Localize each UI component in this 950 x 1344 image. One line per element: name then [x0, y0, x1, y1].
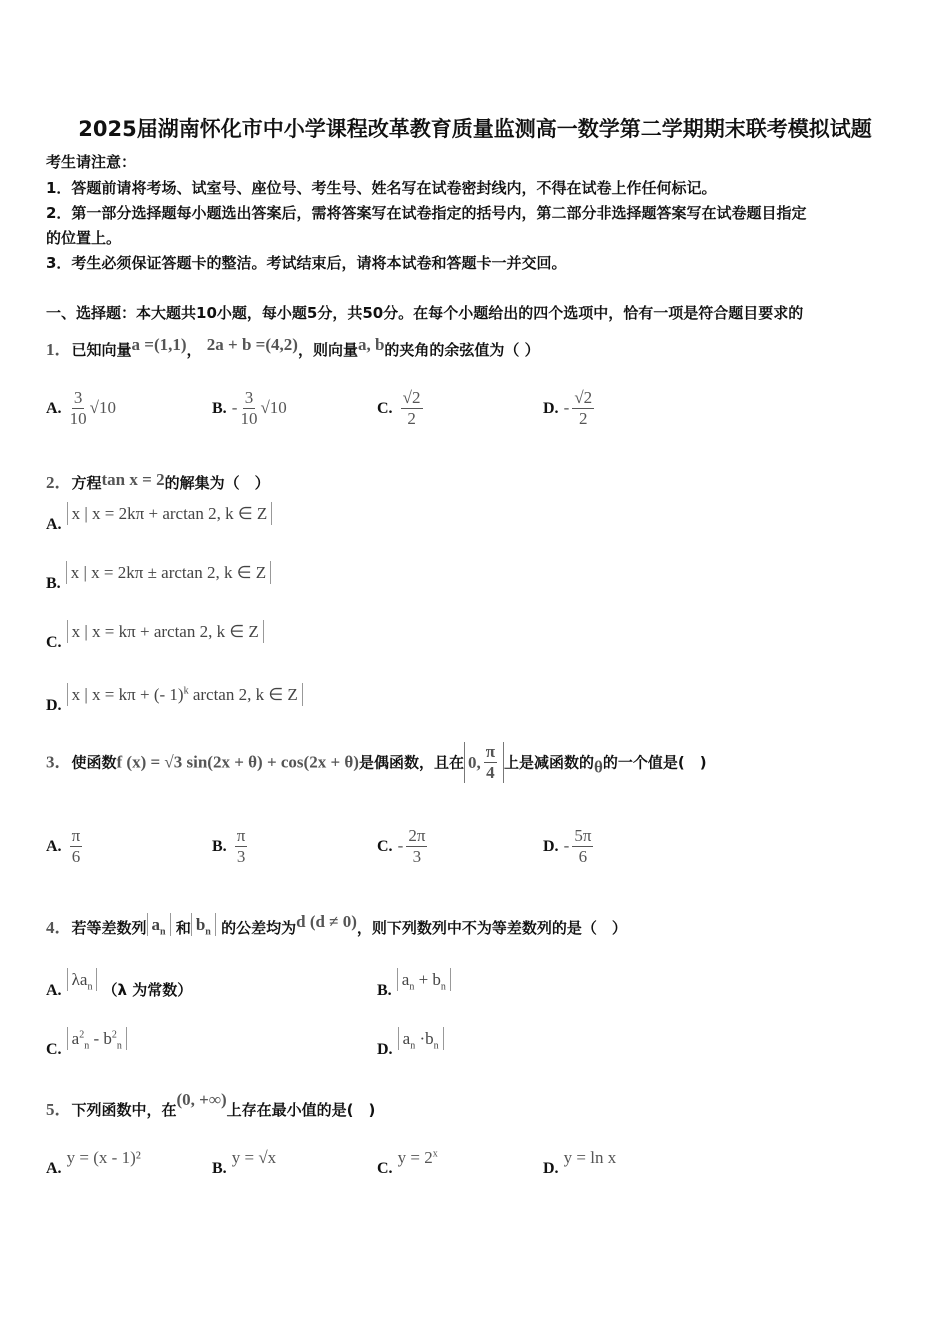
subscript: n: [440, 981, 446, 993]
math: a =(1,1): [131, 335, 187, 354]
math-part: a: [151, 915, 161, 934]
math: -: [231, 398, 238, 417]
option-label: C.: [46, 634, 62, 651]
denominator: 3: [412, 847, 422, 866]
subscript: n: [87, 981, 93, 993]
question-3: [46, 742, 707, 783]
math-part: - b: [89, 1029, 112, 1048]
option-label: D.: [377, 1041, 393, 1058]
math: 2a + b =(4,2): [206, 335, 298, 354]
numerator: √2: [574, 388, 593, 407]
math-part: arctan 2, k ∈ Z: [188, 685, 298, 704]
superscript: 2: [111, 1029, 117, 1041]
math: [398, 1148, 438, 1167]
math-part: λa: [71, 970, 88, 989]
notice-item: 2．第一部分选择题每小题选出答案后，需将答案写在试卷指定的括号内，第二部分非选择题答案写在试卷题目指定: [46, 204, 807, 222]
option-b[interactable]: [46, 563, 271, 593]
numerator: π: [236, 826, 246, 845]
math: tan x = 2: [101, 470, 165, 489]
math-part: y = 2: [397, 1148, 433, 1167]
text: 下列函数中，在: [71, 1101, 177, 1119]
math: [398, 1027, 444, 1050]
denominator: 2: [407, 409, 416, 428]
notice-item: 1．答题前请将考场、试室号、座位号、考生号、姓名写在试卷密封线内，不得在试卷上作任何标记。: [46, 179, 717, 197]
option-label: A.: [46, 400, 62, 417]
option-a[interactable]: [46, 504, 272, 534]
option-d[interactable]: [543, 826, 596, 867]
math: -: [563, 398, 570, 417]
text: 方程: [71, 474, 102, 492]
fraction: [572, 388, 594, 429]
math-part: a: [401, 970, 410, 989]
math: [67, 968, 98, 991]
option-label: C.: [377, 838, 393, 855]
option-label: C.: [46, 1041, 62, 1058]
option-a[interactable]: [46, 1148, 141, 1178]
notice-item: 的位置上。: [46, 229, 122, 247]
math-part: a: [402, 1029, 411, 1048]
math: -: [397, 836, 404, 855]
math: x | x = 2kπ + arctan 2, k ∈ Z: [67, 502, 273, 525]
option-b[interactable]: [212, 388, 287, 429]
question-2: [46, 468, 270, 493]
option-b[interactable]: [377, 970, 451, 1000]
text: ，: [186, 341, 202, 359]
option-label: C.: [377, 400, 393, 417]
question-number: 1．: [46, 340, 72, 359]
option-c[interactable]: [377, 826, 430, 867]
option-c[interactable]: [46, 622, 264, 652]
math: x | x = 2kπ ± arctan 2, k ∈ Z: [66, 561, 271, 584]
denominator: 6: [578, 847, 588, 866]
option-a[interactable]: [46, 388, 116, 429]
option-b[interactable]: [212, 1148, 276, 1178]
question-number: 5．: [46, 1100, 72, 1119]
fraction: [572, 826, 593, 867]
option-label: A.: [46, 516, 62, 533]
option-label: A.: [46, 838, 62, 855]
question-number: 3．: [46, 752, 72, 772]
numerator: 3: [244, 388, 254, 407]
math: [397, 968, 451, 991]
section-heading: 一、选择题：本大题共10小题，每小题5分，共50分。在每个小题给出的四个选项中，恰有一项是符合题目要求的: [46, 304, 804, 322]
math: √10: [260, 398, 287, 417]
math: θ: [594, 757, 603, 777]
numerator: π: [71, 826, 81, 845]
fraction: [70, 826, 83, 867]
question-1: [46, 335, 540, 360]
option-label: D.: [543, 1160, 559, 1177]
option-d[interactable]: [377, 1029, 444, 1059]
text: 的解集为（ ）: [164, 474, 270, 492]
text: 是偶函数，且在: [358, 753, 464, 772]
math: y = (x - 1)²: [66, 1148, 141, 1167]
option-c[interactable]: [46, 1029, 127, 1059]
question-5: [46, 1090, 375, 1120]
denominator: 2: [579, 409, 588, 428]
option-label: B.: [212, 1160, 227, 1177]
superscript: k: [183, 685, 189, 697]
subscript: n: [410, 1040, 416, 1052]
option-a[interactable]: [46, 826, 85, 867]
numerator: π: [485, 742, 496, 761]
math: x | x = kπ + arctan 2, k ∈ Z: [67, 620, 264, 643]
option-label: D.: [543, 838, 559, 855]
math: √10: [89, 398, 116, 417]
option-c[interactable]: [377, 1148, 438, 1178]
subscript: n: [84, 1040, 90, 1052]
denominator: 6: [71, 847, 81, 866]
math: -: [563, 836, 570, 855]
option-c[interactable]: [377, 388, 426, 429]
fraction: [235, 826, 248, 867]
math: a, b: [357, 335, 385, 354]
option-d[interactable]: [46, 685, 303, 715]
option-label: A.: [46, 982, 62, 999]
question-number: 2．: [46, 473, 72, 492]
option-label: A.: [46, 1160, 62, 1177]
option-a[interactable]: [46, 970, 192, 1000]
text: ，则向量: [297, 341, 358, 359]
text: 的公差均为: [221, 919, 297, 937]
numerator: 2π: [408, 826, 426, 845]
math: [191, 913, 216, 936]
text: 使函数: [71, 753, 117, 772]
fraction: [70, 388, 87, 429]
math-part: b: [195, 915, 206, 934]
interval: [464, 742, 504, 783]
numerator: 3: [73, 388, 83, 407]
notice-heading: 考生请注意：: [46, 153, 137, 171]
text: 若等差数列: [71, 919, 147, 937]
subscript: n: [205, 926, 211, 938]
math-part: + b: [414, 970, 441, 989]
option-label: D.: [543, 400, 559, 417]
option-label: B.: [212, 838, 227, 855]
denominator: 3: [236, 847, 246, 866]
option-d[interactable]: [543, 388, 597, 429]
text: 已知向量: [71, 341, 132, 359]
fraction: [406, 826, 427, 867]
text: 的夹角的余弦值为（ ）: [384, 341, 540, 359]
math: (0, +∞): [176, 1090, 227, 1109]
subscript: n: [433, 1040, 439, 1052]
math-part: x | x = kπ + (- 1): [71, 685, 184, 704]
option-b[interactable]: [212, 826, 250, 867]
math: 0,: [467, 752, 481, 772]
option-label: D.: [46, 697, 62, 714]
fraction: [401, 388, 423, 429]
fraction: [240, 388, 257, 429]
numerator: √2: [402, 388, 421, 407]
math: d (d ≠ 0): [296, 912, 357, 931]
math-part: a: [71, 1029, 80, 1048]
subscript: n: [160, 926, 166, 938]
math: y = ln x: [563, 1148, 617, 1167]
option-label: B.: [46, 575, 61, 592]
question-4: [46, 912, 627, 938]
option-label: C.: [377, 1160, 393, 1177]
math: [147, 913, 171, 936]
math: y = √x: [231, 1148, 277, 1167]
fraction: [484, 742, 497, 783]
option-label: B.: [212, 400, 227, 417]
text: ，则下列数列中不为等差数列的是（ ）: [356, 919, 627, 937]
superscript: 2: [79, 1029, 85, 1041]
option-label: B.: [377, 982, 392, 999]
denominator: 4: [486, 763, 495, 782]
math: [67, 683, 303, 706]
denominator: 10: [240, 409, 258, 428]
text: 的一个值是( ): [602, 753, 707, 772]
text: 和: [175, 919, 191, 937]
text: 上是减函数的: [504, 753, 595, 772]
subscript: n: [409, 981, 415, 993]
numerator: 5π: [574, 826, 592, 845]
math-part: ·b: [415, 1029, 434, 1048]
notice-item: 3．考生必须保证答题卡的整洁。考试结束后，请将本试卷和答题卡一并交回。: [46, 254, 567, 272]
question-number: 4．: [46, 918, 72, 937]
superscript: x: [432, 1148, 438, 1160]
math: [67, 1027, 127, 1050]
math: f (x) = √3 sin(2x + θ) + cos(2x + θ): [116, 752, 359, 772]
note: （λ 为常数）: [102, 981, 193, 999]
denominator: 10: [69, 409, 87, 428]
page-title: 2025届湖南怀化市中小学课程改革教育质量监测高一数学第二学期期末联考模拟试题: [78, 117, 872, 141]
text: 上存在最小值的是( ): [226, 1101, 376, 1119]
option-d[interactable]: [543, 1148, 616, 1178]
subscript: n: [116, 1040, 122, 1052]
